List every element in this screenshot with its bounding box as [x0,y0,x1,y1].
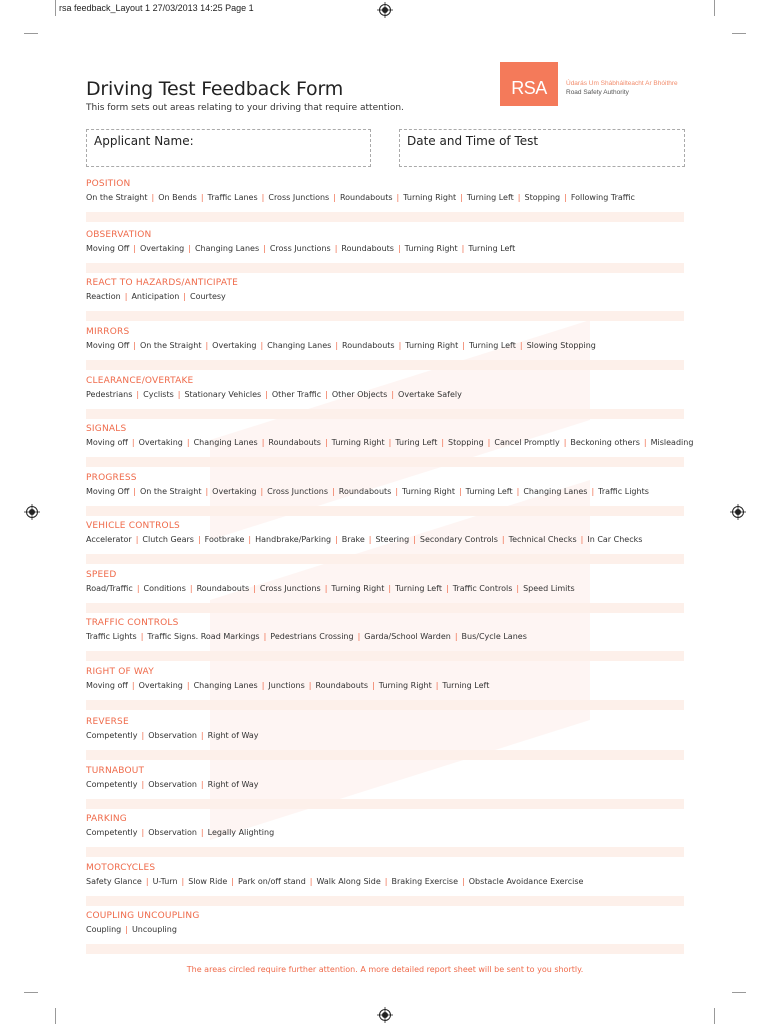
separator: | [398,341,402,350]
section-band [86,263,684,273]
applicant-name-label: Applicant Name: [94,134,194,148]
section-items [86,292,226,301]
feedback-item[interactable]: Observation [148,731,197,740]
feedback-item[interactable]: Garda/School Warden [364,632,451,641]
feedback-item[interactable]: On the Straight [86,193,148,202]
feedback-item[interactable]: Overtaking [138,681,183,690]
feedback-item[interactable]: Roundabouts [196,584,250,593]
separator: | [197,535,201,544]
page-title: Driving Test Feedback Form [86,78,344,100]
feedback-item[interactable]: Cyclists [143,390,174,399]
crop-mark [55,0,56,16]
feedback-item[interactable]: Coupling [86,925,122,934]
footer-note: The areas circled require further attention. A more detailed report sheet will be sent to you shortly. [186,965,584,974]
separator: | [397,244,401,253]
section-title: REACT TO HAZARDS/ANTICIPATE [86,278,239,288]
separator: | [231,877,234,886]
separator: | [125,925,128,934]
section-title: PROGRESS [86,473,137,483]
separator: | [309,877,313,886]
feedback-item[interactable]: In Car Checks [587,535,643,544]
separator: | [372,681,375,690]
feedback-item[interactable]: Roundabouts [342,341,395,350]
separator: | [265,390,268,399]
separator: | [181,877,185,886]
separator: | [141,780,145,789]
separator: | [324,584,328,593]
feedback-item[interactable]: Roundabouts [341,244,394,253]
feedback-item[interactable]: Roundabouts [339,193,393,202]
separator: | [131,438,135,447]
section-items [86,244,515,253]
watermark-graphic [190,300,610,860]
section-band [86,212,684,222]
section-title: SPEED [86,570,117,580]
separator: | [260,487,264,496]
feedback-item[interactable]: Other Objects [331,390,388,399]
separator: | [519,341,523,350]
feedback-item[interactable]: Cross Junctions [267,487,329,496]
feedback-item[interactable]: Cross Junctions [269,244,331,253]
separator: | [135,535,139,544]
feedback-item[interactable]: Traffic Lights [598,487,649,496]
separator: | [136,584,140,593]
crop-mark [24,992,38,993]
crop-mark [732,992,746,993]
feedback-item[interactable]: Anticipation [131,292,180,301]
feedback-item[interactable]: Footbrake [204,535,245,544]
separator: | [441,438,445,447]
section-items [86,632,527,641]
separator: | [516,487,520,496]
section-band [86,700,684,710]
separator: | [141,731,145,740]
separator: | [435,681,439,690]
feedback-item[interactable]: Competently [86,780,138,789]
separator: | [332,487,335,496]
feedback-item[interactable]: Courtesy [189,292,226,301]
section-band [86,457,684,467]
section-items [86,925,177,934]
feedback-item[interactable]: Overtaking [139,244,185,253]
separator: | [189,584,193,593]
separator: | [260,341,264,350]
registration-mark-icon [377,2,393,18]
feedback-item[interactable]: Turning Right [404,244,458,253]
feedback-item[interactable]: Park on/off stand [238,877,306,886]
feedback-item[interactable]: Competently [86,828,138,837]
section-title: CLEARANCE/OVERTAKE [86,376,194,386]
separator: | [248,535,252,544]
feedback-item[interactable]: Moving Off [86,487,130,496]
separator: | [462,877,465,886]
section-band [86,750,684,760]
feedback-item[interactable]: Turning Right [331,438,385,447]
section-band [86,360,684,370]
feedback-item[interactable]: Turning Left [395,584,442,593]
feedback-item[interactable]: On the Straight [139,341,202,350]
section-title: PARKING [86,814,127,824]
feedback-item[interactable]: Clutch Gears [142,535,194,544]
feedback-item[interactable]: Moving Off [86,244,130,253]
separator: | [200,828,204,837]
feedback-item[interactable]: Turning Right [378,681,432,690]
separator: | [186,681,190,690]
section-band [86,847,684,857]
feedback-item[interactable]: Traffic Lights [86,632,137,641]
separator: | [462,341,465,350]
separator: | [501,535,505,544]
page-subtitle: This form sets out areas relating to your driving that require attention. [86,103,404,113]
feedback-item[interactable]: Overtaking [212,341,257,350]
separator: | [335,535,338,544]
registration-mark-icon [730,504,746,520]
separator: | [124,292,128,301]
feedback-item[interactable]: Right of Way [207,731,259,740]
feedback-item[interactable]: Beckoning others [570,438,640,447]
feedback-item[interactable]: Conditions [143,584,186,593]
section-title: TURNABOUT [86,766,145,776]
separator: | [261,438,265,447]
feedback-item[interactable]: U-Turn [152,877,178,886]
feedback-item[interactable]: Junctions [268,681,305,690]
feedback-item[interactable]: Secondary Controls [419,535,498,544]
feedback-item[interactable]: Walk Along Side [316,877,381,886]
feedback-item[interactable]: Turning Right [405,341,459,350]
section-band [86,506,684,516]
feedback-item[interactable]: Legally Alighting [207,828,275,837]
separator: | [384,877,388,886]
feedback-item[interactable]: Observation [148,828,197,837]
feedback-item[interactable]: Turning Left [465,487,513,496]
feedback-item[interactable]: Roundabouts [315,681,369,690]
feedback-item[interactable]: Brake [341,535,365,544]
feedback-item[interactable]: Changing Lanes [523,487,588,496]
feedback-item[interactable]: Pedestrians [86,390,133,399]
feedback-item[interactable]: Speed Limits [523,584,575,593]
feedback-item[interactable]: Technical Checks [508,535,577,544]
crop-mark [714,0,715,16]
section-items [86,487,649,496]
rsa-logo [500,62,558,106]
section-band [86,554,684,564]
separator: | [454,632,458,641]
section-items [86,828,274,837]
separator: | [458,487,462,496]
feedback-item[interactable]: Changing Lanes [194,244,260,253]
separator: | [186,438,190,447]
date-time-field[interactable] [399,129,685,167]
feedback-item[interactable]: Overtake Safely [398,390,462,399]
separator: | [591,487,595,496]
separator: | [261,193,265,202]
feedback-item[interactable]: Traffic Controls [452,584,513,593]
section-items [86,341,596,350]
section-title: POSITION [86,179,131,189]
feedback-item[interactable]: Overtaking [212,487,257,496]
registration-mark-icon [377,1007,393,1023]
feedback-item[interactable]: Cross Junctions [259,584,321,593]
feedback-item[interactable]: Reaction [86,292,121,301]
section-items [86,193,635,202]
feedback-item[interactable]: Turning Left [466,193,514,202]
section-title: REVERSE [86,717,129,727]
separator: | [188,244,191,253]
section-band [86,944,684,954]
feedback-item[interactable]: Bus/Cycle Lanes [461,632,527,641]
separator: | [151,193,155,202]
feedback-item[interactable]: Road/Traffic [86,584,133,593]
section-items [86,877,583,886]
feedback-item[interactable]: Traffic Signs. Road Markings [147,632,260,641]
separator: | [564,193,567,202]
section-items [86,438,693,447]
registration-mark-icon [24,504,40,520]
separator: | [368,535,372,544]
separator: | [200,731,204,740]
section-band [86,603,684,613]
separator: | [133,487,136,496]
separator: | [357,632,361,641]
section-title: RIGHT OF WAY [86,667,154,677]
section-band [86,311,684,321]
separator: | [461,244,465,253]
logo-text: RSA [511,78,547,98]
separator: | [395,487,399,496]
feedback-item[interactable]: Cancel Promptly [494,438,560,447]
feedback-item[interactable]: Observation [148,780,197,789]
date-time-label: Date and Time of Test [407,134,539,148]
section-title: TRAFFIC CONTROLS [86,618,179,628]
feedback-item[interactable]: Changing Lanes [193,438,258,447]
section-band [86,896,684,906]
section-items [86,731,259,740]
feedback-item[interactable]: Turning Left [442,681,490,690]
separator: | [324,438,328,447]
crop-mark [55,1008,56,1024]
section-band [86,799,684,809]
feedback-item[interactable]: Stopping [448,438,484,447]
crop-mark [24,33,38,34]
separator: | [325,390,328,399]
separator: | [517,193,521,202]
separator: | [263,632,267,641]
separator: | [308,681,312,690]
feedback-item[interactable]: Changing Lanes [267,341,332,350]
separator: | [580,535,584,544]
feedback-item[interactable]: Turning Left [468,244,516,253]
feedback-item[interactable]: Changing Lanes [193,681,258,690]
separator: | [333,193,336,202]
section-title: COUPLING UNCOUPLING [86,911,200,921]
separator: | [335,341,339,350]
separator: | [140,632,144,641]
section-title: OBSERVATION [86,230,152,240]
feedback-item[interactable]: On the Straight [139,487,202,496]
feedback-item[interactable]: Steering [375,535,410,544]
feedback-item[interactable]: Overtaking [138,438,183,447]
feedback-item[interactable]: Turning Right [402,487,455,496]
section-items [86,681,489,690]
separator: | [177,390,181,399]
separator: | [263,244,266,253]
section-band [86,409,684,419]
feedback-item[interactable]: On Bends [158,193,197,202]
separator: | [460,193,463,202]
separator: | [563,438,567,447]
section-title: MIRRORS [86,327,130,337]
feedback-item[interactable]: Turning Left [468,341,516,350]
separator: | [396,193,400,202]
feedback-item[interactable]: Obstacle Avoidance Exercise [468,877,584,886]
separator: | [388,584,392,593]
separator: | [516,584,520,593]
section-items [86,390,462,399]
section-band [86,651,684,661]
separator: | [133,341,136,350]
feedback-item[interactable]: Turing Left [395,438,438,447]
feedback-item[interactable]: Turning Right [403,193,457,202]
separator: | [183,292,186,301]
separator: | [446,584,449,593]
feedback-item[interactable]: Braking Exercise [391,877,458,886]
separator: | [643,438,647,447]
separator: | [205,487,209,496]
separator: | [141,828,145,837]
separator: | [136,390,140,399]
feedback-item[interactable]: Moving off [86,681,128,690]
separator: | [200,193,204,202]
feedback-item[interactable]: Other Traffic [271,390,322,399]
separator: | [133,244,136,253]
feedback-item[interactable]: Roundabouts [268,438,321,447]
separator: | [487,438,491,447]
feedback-item[interactable]: Stopping [524,193,561,202]
separator: | [205,341,209,350]
separator: | [334,244,338,253]
section-items [86,535,642,544]
feedback-item[interactable]: Stationary Vehicles [184,390,262,399]
feedback-item[interactable]: Following Traffic [570,193,635,202]
feedback-item[interactable]: Competently [86,731,138,740]
feedback-item[interactable]: Handbrake/Parking [255,535,332,544]
feedback-item[interactable]: Safety Glance [86,877,142,886]
feedback-item[interactable]: Slow Ride [188,877,228,886]
separator: | [145,877,149,886]
section-items [86,780,259,789]
section-title: SIGNALS [86,424,127,434]
separator: | [253,584,256,593]
feedback-item[interactable]: Moving Off [86,341,130,350]
applicant-name-field[interactable] [86,129,371,167]
separator: | [388,438,392,447]
section-items [86,584,575,593]
section-title: MOTORCYCLES [86,863,156,873]
feedback-item[interactable]: Right of Way [207,780,259,789]
separator: | [413,535,416,544]
separator: | [200,780,204,789]
feedback-item[interactable]: Moving off [86,438,128,447]
feedback-item[interactable]: Accelerator [86,535,132,544]
feedback-item[interactable]: Roundabouts [338,487,392,496]
logo-irish-name: Údarás Um Shábháilteacht Ar Bhóithre [566,80,678,87]
feedback-item[interactable]: Pedestrians Crossing [270,632,354,641]
separator: | [391,390,395,399]
feedback-item[interactable]: Misleading [650,438,694,447]
separator: | [261,681,265,690]
feedback-item[interactable]: Traffic Lanes [207,193,258,202]
crop-mark [714,1008,715,1024]
logo-english-name: Road Safety Authority [566,89,629,96]
crop-mark [732,33,746,34]
separator: | [131,681,135,690]
print-header: rsa feedback_Layout 1 27/03/2013 14:25 Page 1 [59,3,254,13]
feedback-item[interactable]: Cross Junctions [268,193,330,202]
feedback-item[interactable]: Slowing Stopping [526,341,596,350]
section-title: VEHICLE CONTROLS [86,521,180,531]
feedback-item[interactable]: Uncoupling [131,925,177,934]
feedback-item[interactable]: Turning Right [331,584,385,593]
